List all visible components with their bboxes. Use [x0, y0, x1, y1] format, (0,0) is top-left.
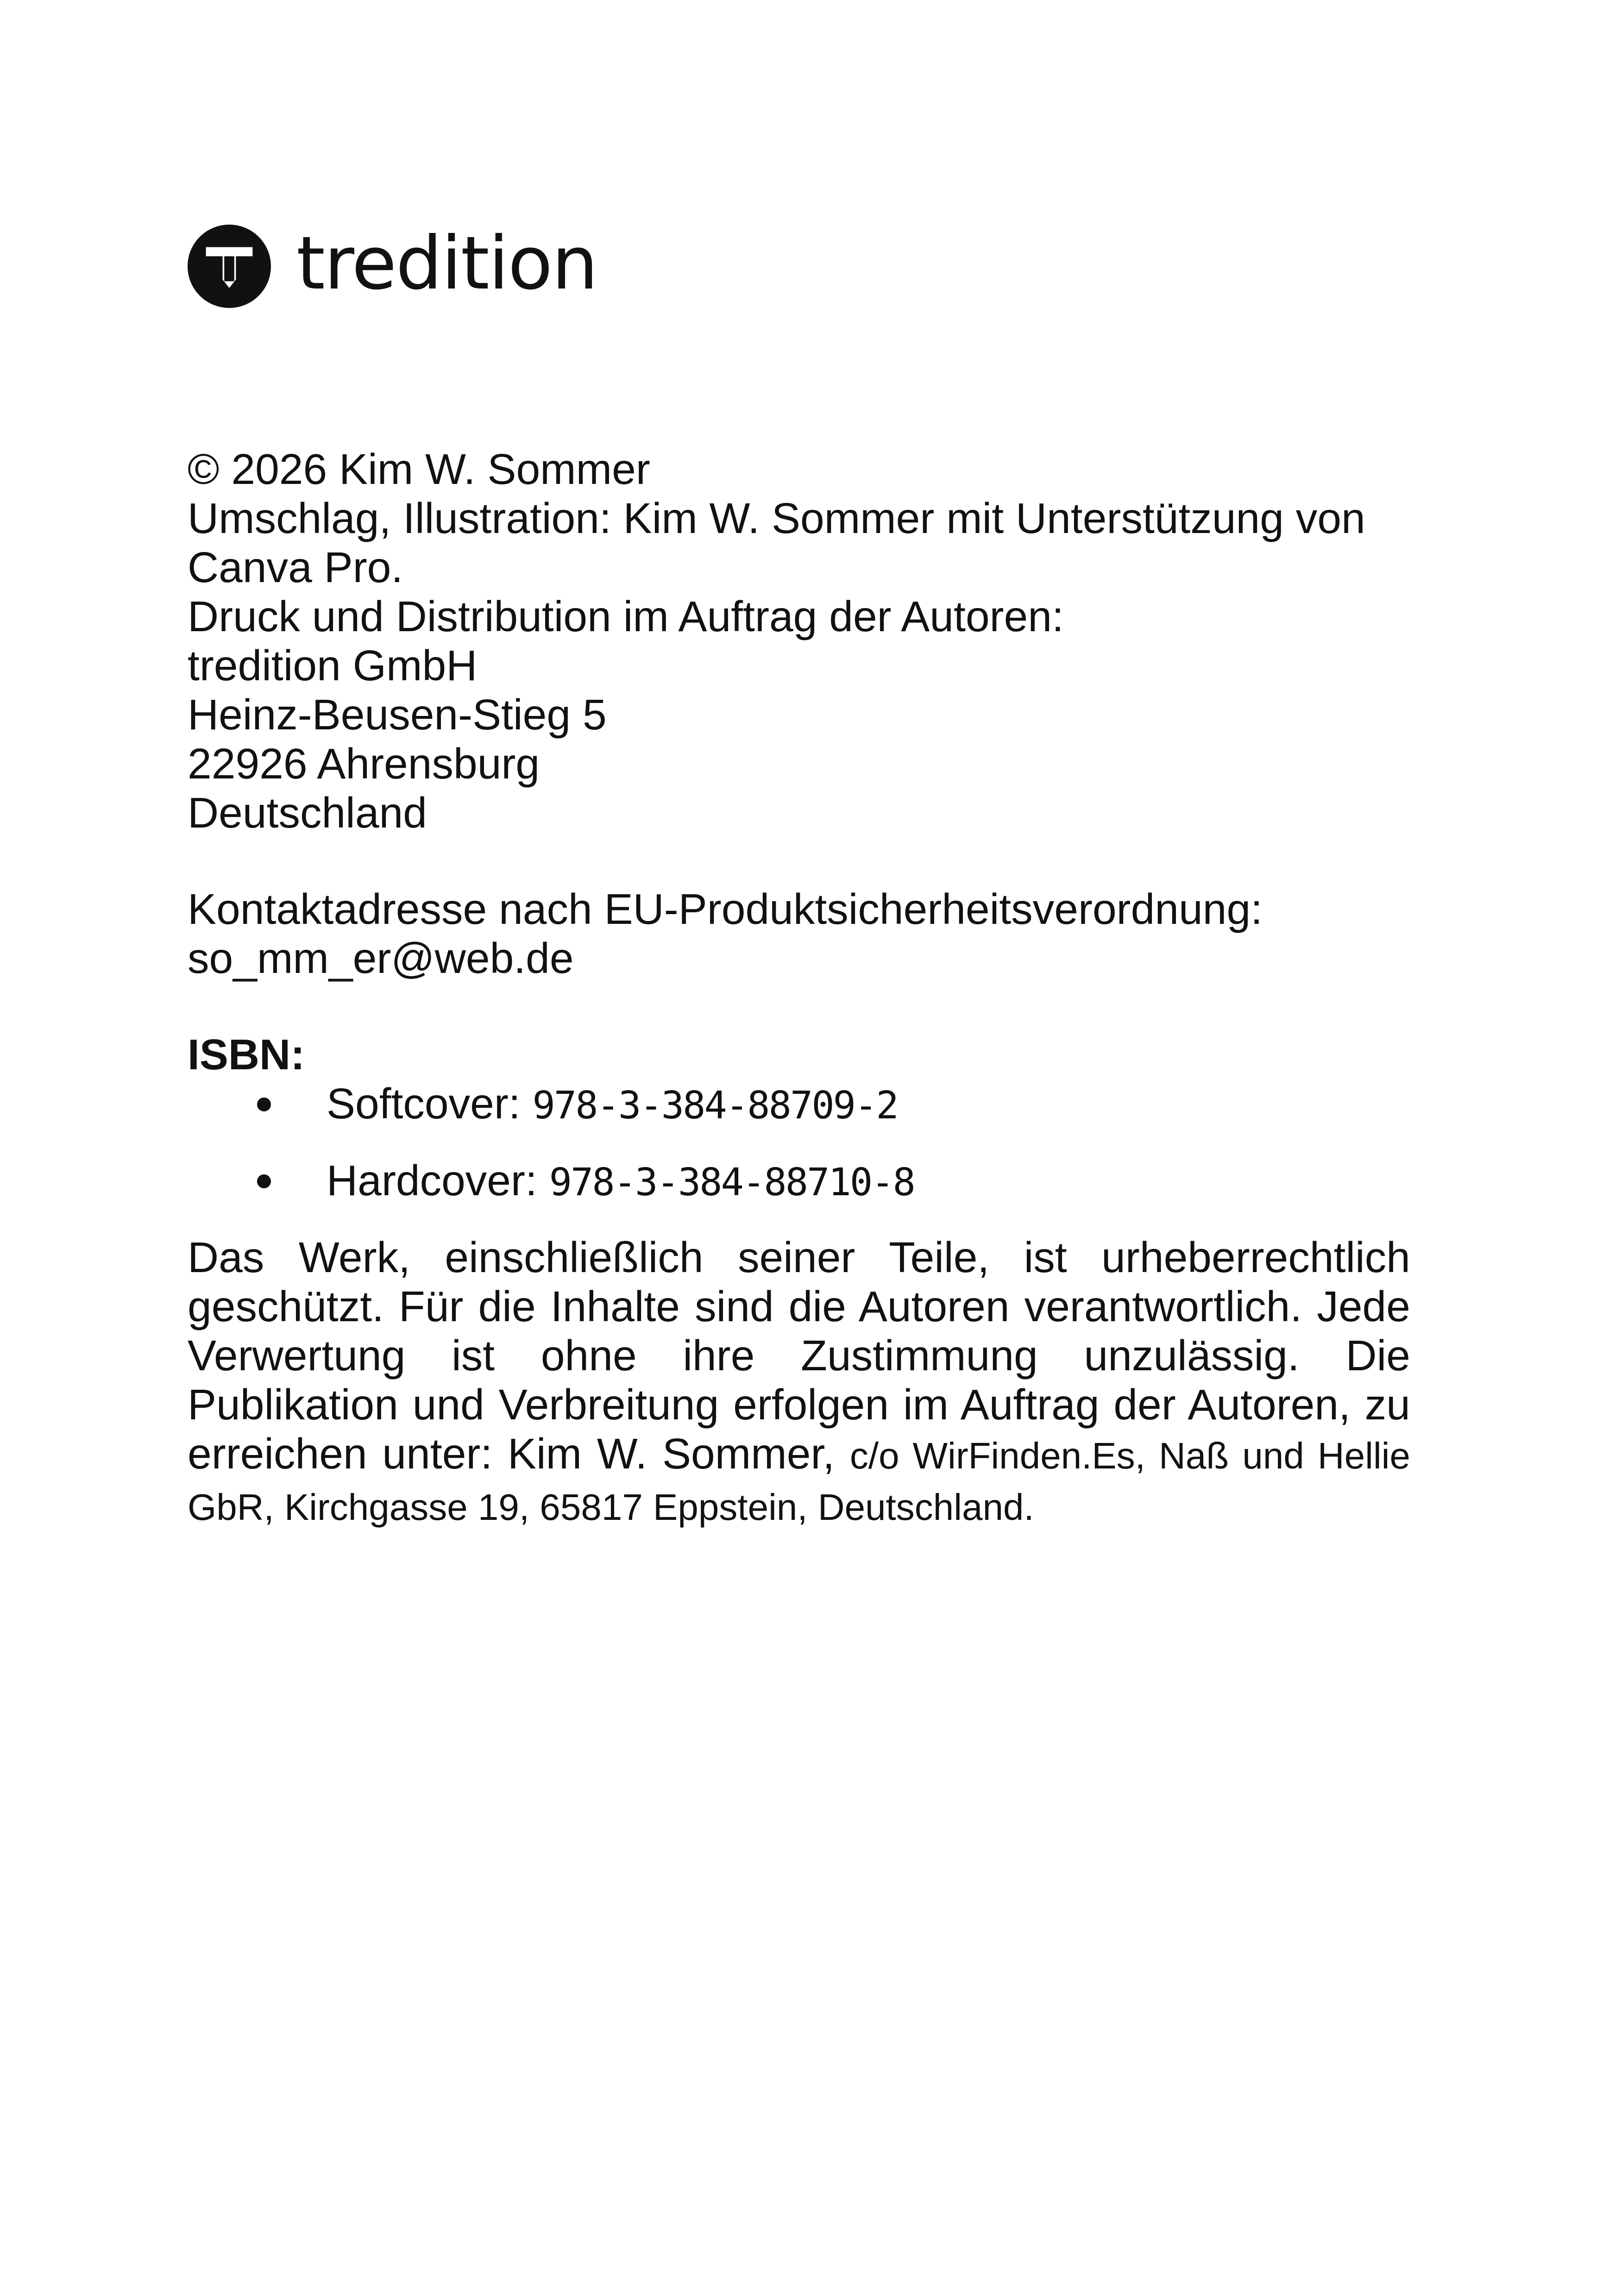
isbn-number: 978-3-384-88709-2 [532, 1084, 898, 1128]
legal-main-text: Das Werk, einschließlich seiner Teile, ist urheberrechtlich geschützt. Für die Inhalte sind die Autoren verantwortlich. Jede Verwertung ist ohne ihre Zustimmung unzulässig. Die Publikation und Verbreitung erfolgen im Auftrag der Autoren, zu erreichen unter: Kim W. Sommer, [188, 1233, 1410, 1478]
publisher-logo [188, 221, 597, 308]
bullet-icon [257, 1174, 271, 1188]
publisher-street: Heinz-Beusen-Stieg 5 [188, 690, 607, 739]
cover-credit: Umschlag, Illustration: Kim W. Sommer mit Unterstützung von Canva Pro. [188, 494, 1365, 591]
isbn-label: Softcover: [327, 1079, 521, 1128]
bullet-icon [257, 1098, 271, 1111]
logo-wordmark: tredition [296, 221, 597, 306]
publisher-address [188, 641, 1410, 837]
publisher-name: tredition GmbH [188, 641, 478, 690]
imprint-content [188, 445, 1410, 1532]
publisher-city: 22926 Ahrensburg [188, 740, 540, 788]
publisher-country: Deutschland [188, 789, 427, 837]
isbn-list [188, 1079, 1410, 1205]
isbn-label: Hardcover: [327, 1156, 537, 1204]
tredition-logo-icon [188, 225, 271, 308]
isbn-item-hardcover [188, 1156, 1410, 1205]
legal-address-text: c/o WirFinden.Es, Naß und Hellie GbR, Kirchgasse 19, 65817 Eppstein, Deutschland. [188, 1435, 1410, 1528]
contact-label: Kontaktadresse nach EU-Produktsicherheitsverordnung: [188, 885, 1263, 933]
legal-notice [188, 1233, 1410, 1532]
copyright-line: © 2026 Kim W. Sommer [188, 445, 650, 493]
contact-block [188, 885, 1410, 983]
contact-email: so_mm_er@web.de [188, 934, 574, 982]
print-notice: Druck und Distribution im Auftrag der Autoren: [188, 592, 1064, 640]
isbn-heading: ISBN: [188, 1030, 305, 1079]
isbn-number: 978-3-384-88710-8 [549, 1161, 914, 1204]
isbn-item-softcover [188, 1079, 1410, 1128]
